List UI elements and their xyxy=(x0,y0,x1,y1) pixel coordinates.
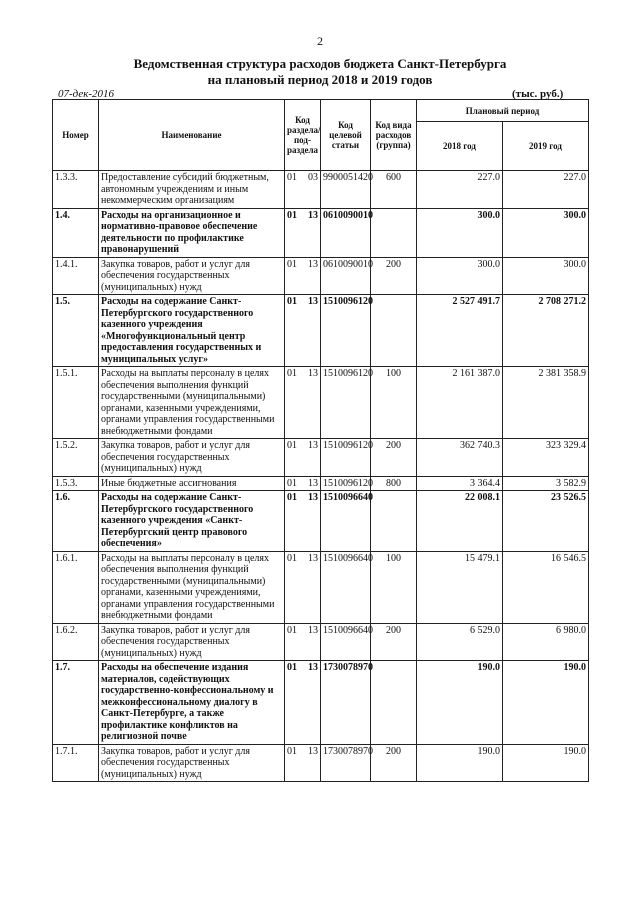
row-section-code xyxy=(285,367,321,439)
row-expense-type xyxy=(371,491,417,552)
row-expense-type xyxy=(371,295,417,367)
header-planned-period: Плановый период xyxy=(417,100,589,122)
row-value-2018: 300.0 xyxy=(417,257,503,295)
row-article-code: 0610090010 xyxy=(321,208,371,257)
row-value-2018: 3 364.4 xyxy=(417,476,503,491)
subsection-code: 13 xyxy=(308,552,318,564)
title-line-1: Ведомственная структура расходов бюджета Санкт-Петербурга xyxy=(133,56,507,71)
row-value-2019: 16 546.5 xyxy=(503,551,589,623)
section-code: 01 xyxy=(287,209,297,221)
row-number: 1.5.2. xyxy=(53,439,99,477)
header-expense-type: Код вида расходов (группа) xyxy=(371,100,417,171)
row-number: 1.7.1. xyxy=(53,744,99,782)
row-section-code xyxy=(285,476,321,491)
row-name: Расходы на выплаты персоналу в целях обеспечения выполнения функций государственными (муниципальными) органами, казенными учреждениями, органами управления государственными внебюджетными фондами xyxy=(99,367,285,439)
row-value-2019: 190.0 xyxy=(503,661,589,745)
row-number: 1.4. xyxy=(53,208,99,257)
subsection-code: 13 xyxy=(308,440,318,451)
section-code: 01 xyxy=(287,552,297,564)
row-expense-type: 200 xyxy=(371,439,417,477)
row-article-code: 1510096640 xyxy=(321,551,371,623)
row-name: Расходы на содержание Санкт-Петербургского государственного казенного учреждения «Санкт-Петербургский центр правового обеспечения» xyxy=(99,491,285,552)
row-article-code: 1510096640 xyxy=(321,623,371,661)
row-value-2018: 300.0 xyxy=(417,208,503,257)
header-year-2019: 2019 год xyxy=(503,122,589,171)
header-article: Код целевой статьи xyxy=(321,100,371,171)
section-code: 01 xyxy=(287,477,297,489)
row-name: Закупка товаров, работ и услуг для обеспечения государственных (муниципальных) нужд xyxy=(99,744,285,782)
section-code: 01 xyxy=(287,172,297,183)
row-value-2018: 190.0 xyxy=(417,661,503,745)
subsection-code: 13 xyxy=(308,662,318,673)
header-name: Наименование xyxy=(99,100,285,171)
row-number: 1.5.1. xyxy=(53,367,99,439)
row-section-code xyxy=(285,171,321,209)
row-section-code xyxy=(285,623,321,661)
table-row xyxy=(53,491,589,552)
row-article-code: 1510096120 xyxy=(321,439,371,477)
table-row xyxy=(53,208,589,257)
row-number: 1.5. xyxy=(53,295,99,367)
header-year-2018: 2018 год xyxy=(417,122,503,171)
row-section-code xyxy=(285,551,321,623)
row-expense-type: 800 xyxy=(371,476,417,491)
units-label: (тыс. руб.) xyxy=(512,88,564,100)
table-row xyxy=(53,439,589,477)
row-value-2018: 15 479.1 xyxy=(417,551,503,623)
row-name: Расходы на выплаты персоналу в целях обеспечения выполнения функций государственными (муниципальными) органами, казенными учреждениями, органами управления государственными внебюджетными фондами xyxy=(99,551,285,623)
subsection-code: 13 xyxy=(308,745,318,757)
row-value-2019: 6 980.0 xyxy=(503,623,589,661)
row-expense-type: 200 xyxy=(371,623,417,661)
row-section-code xyxy=(285,491,321,552)
row-number: 1.3.3. xyxy=(53,171,99,209)
budget-table xyxy=(52,99,589,782)
row-value-2019: 190.0 xyxy=(503,744,589,782)
table-row xyxy=(53,623,589,661)
row-section-code xyxy=(285,744,321,782)
row-article-code: 1730078970 xyxy=(321,744,371,782)
row-name: Закупка товаров, работ и услуг для обеспечения государственных (муниципальных) нужд xyxy=(99,439,285,477)
row-value-2019: 2 708 271.2 xyxy=(503,295,589,367)
row-name: Предоставление субсидий бюджетным, автономным учреждениям и иным некоммерческим организациям xyxy=(99,171,285,209)
subsection-code: 03 xyxy=(308,172,318,183)
row-value-2019: 300.0 xyxy=(503,208,589,257)
row-value-2019: 227.0 xyxy=(503,171,589,209)
subsection-code: 13 xyxy=(308,477,318,489)
header-number: Номер xyxy=(53,100,99,171)
row-value-2018: 227.0 xyxy=(417,171,503,209)
section-code: 01 xyxy=(287,368,297,379)
row-article-code: 1510096640 xyxy=(321,491,371,552)
row-article-code: 1730078970 xyxy=(321,661,371,745)
row-name: Расходы на содержание Санкт-Петербургского государственного казенного учреждения «Многофункциональный центр предоставления государственных и муниципальных услуг» xyxy=(99,295,285,367)
row-name: Расходы на организационное и нормативно-правовое обеспечение деятельности по профилактике правонарушений xyxy=(99,208,285,257)
subsection-code: 13 xyxy=(308,492,318,503)
row-article-code: 1510096120 xyxy=(321,367,371,439)
table-row xyxy=(53,661,589,745)
row-expense-type: 100 xyxy=(371,367,417,439)
header-section: Код раздела/ под-раздела xyxy=(285,100,321,171)
subsection-code: 13 xyxy=(308,368,318,379)
table-row xyxy=(53,744,589,782)
table-row xyxy=(53,367,589,439)
title-line-2: на плановый период 2018 и 2019 годов xyxy=(207,72,433,87)
row-name: Закупка товаров, работ и услуг для обеспечения государственных (муниципальных) нужд xyxy=(99,257,285,295)
row-value-2018: 190.0 xyxy=(417,744,503,782)
row-number: 1.6.1. xyxy=(53,551,99,623)
page-number: 2 xyxy=(317,34,323,48)
row-number: 1.4.1. xyxy=(53,257,99,295)
row-value-2019: 323 329.4 xyxy=(503,439,589,477)
row-article-code: 1510096120 xyxy=(321,476,371,491)
row-number: 1.6. xyxy=(53,491,99,552)
row-number: 1.5.3. xyxy=(53,476,99,491)
row-section-code xyxy=(285,208,321,257)
section-code: 01 xyxy=(287,492,297,503)
section-code: 01 xyxy=(287,662,297,673)
row-value-2018: 2 527 491.7 xyxy=(417,295,503,367)
section-code: 01 xyxy=(287,258,297,270)
row-section-code xyxy=(285,439,321,477)
table-row xyxy=(53,551,589,623)
table-row xyxy=(53,295,589,367)
subsection-code: 13 xyxy=(308,258,318,270)
row-name: Расходы на обеспечение издания материалов, содействующих государственно-конфессиональному и межконфессиональному диалогу в Санкт-Петербурге, а также профилактике конфликтов на религиозной почве xyxy=(99,661,285,745)
row-name: Иные бюджетные ассигнования xyxy=(99,476,285,491)
section-code: 01 xyxy=(287,624,297,636)
row-expense-type xyxy=(371,208,417,257)
row-number: 1.6.2. xyxy=(53,623,99,661)
row-name: Закупка товаров, работ и услуг для обеспечения государственных (муниципальных) нужд xyxy=(99,623,285,661)
row-section-code xyxy=(285,661,321,745)
row-value-2019: 300.0 xyxy=(503,257,589,295)
row-value-2019: 3 582.9 xyxy=(503,476,589,491)
row-expense-type: 200 xyxy=(371,744,417,782)
table-row xyxy=(53,257,589,295)
row-article-code: 1510096120 xyxy=(321,295,371,367)
section-code: 01 xyxy=(287,296,297,307)
row-article-code: 9900051420 xyxy=(321,171,371,209)
document-date: 07-дек-2016 xyxy=(58,88,115,100)
section-code: 01 xyxy=(287,745,297,757)
table-row xyxy=(53,171,589,209)
subsection-code: 13 xyxy=(308,209,318,221)
row-expense-type xyxy=(371,661,417,745)
row-value-2018: 2 161 387.0 xyxy=(417,367,503,439)
row-value-2019: 23 526.5 xyxy=(503,491,589,552)
row-value-2018: 6 529.0 xyxy=(417,623,503,661)
subsection-code: 13 xyxy=(308,624,318,636)
row-expense-type: 100 xyxy=(371,551,417,623)
row-value-2018: 22 008.1 xyxy=(417,491,503,552)
row-expense-type: 600 xyxy=(371,171,417,209)
document-title xyxy=(0,56,640,88)
row-value-2019: 2 381 358.9 xyxy=(503,367,589,439)
subsection-code: 13 xyxy=(308,296,318,307)
row-value-2018: 362 740.3 xyxy=(417,439,503,477)
row-section-code xyxy=(285,257,321,295)
table-row xyxy=(53,476,589,491)
row-number: 1.7. xyxy=(53,661,99,745)
row-article-code: 0610090010 xyxy=(321,257,371,295)
section-code: 01 xyxy=(287,440,297,451)
row-section-code xyxy=(285,295,321,367)
row-expense-type: 200 xyxy=(371,257,417,295)
